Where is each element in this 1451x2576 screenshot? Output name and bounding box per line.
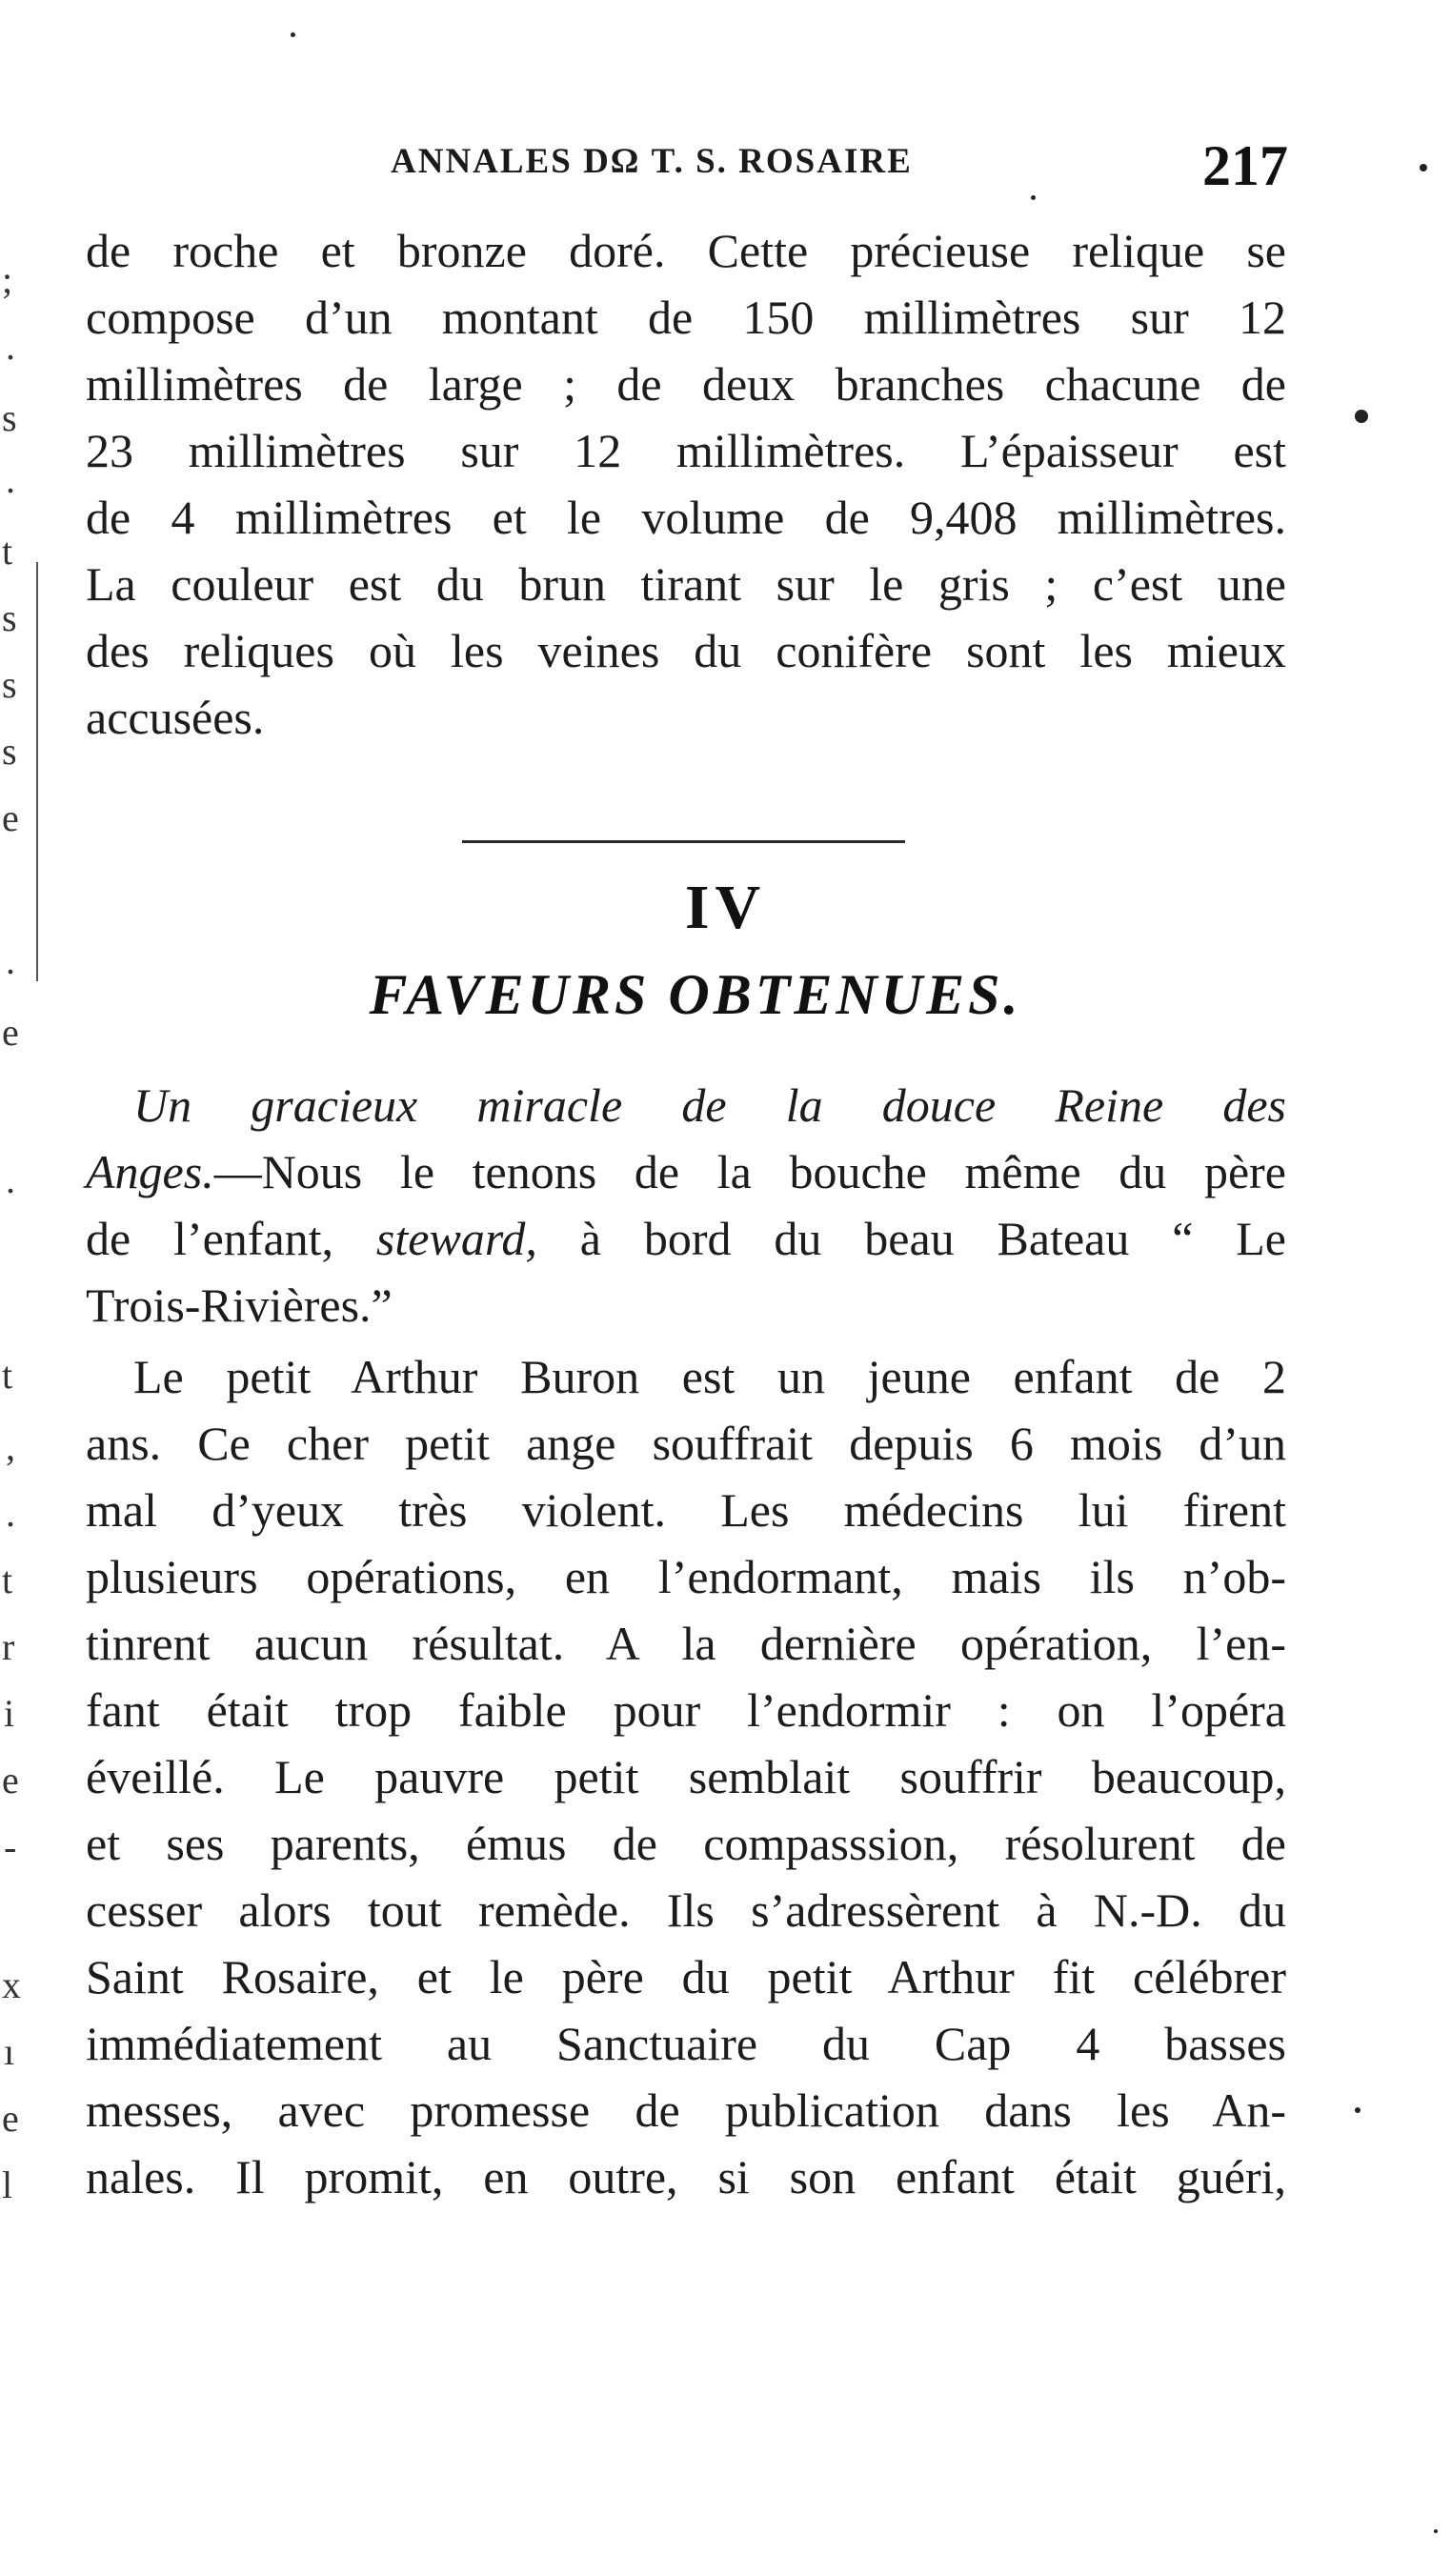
text-line: de 4 millimètres et le volume de 9,408 millimètres. [86, 491, 1286, 544]
text-line: nales. Il promit, en outre, si son enfant était guéri, [86, 2150, 1286, 2204]
text-line [86, 1205, 1286, 1272]
ink-speck [1355, 2107, 1360, 2113]
text-line: Trois-Rivières.” [86, 1278, 393, 1332]
text-line: La couleur est du brun tirant sur le gris ; c’est une [86, 557, 1286, 611]
margin-mark: x [2, 1963, 21, 2006]
text-span: de l’enfant, [86, 1212, 334, 1265]
page-number: 217 [1202, 134, 1288, 197]
text-line: mal d’yeux très violent. Les médecins lui firent [86, 1483, 1286, 1537]
text-line: messes, avec promesse de publication dans les An- [86, 2083, 1286, 2137]
margin-mark: s [2, 730, 17, 773]
paragraph-arthur-buron [86, 1343, 1286, 2210]
text-line: fant était trop faible pour l’endormir : on l’opéra [86, 1683, 1286, 1737]
italic-lead: Anges. [86, 1145, 214, 1198]
text-line: plusieurs opérations, en l’endormant, mais ils n’ob- [86, 1550, 1286, 1603]
margin-mark: t [2, 1559, 13, 1601]
margin-mark: . [6, 1492, 15, 1535]
text-line: millimètres de large ; de deux branches chacune de [86, 357, 1286, 411]
margin-mark: e [2, 1759, 19, 1801]
ink-speck [291, 32, 295, 37]
text-span: —Nous le tenons de la bouche même du père [213, 1145, 1286, 1198]
margin-mark: e [2, 2097, 19, 2140]
margin-mark: s [2, 596, 17, 639]
italic-word: steward, [375, 1212, 537, 1265]
paragraph-relic-description [86, 217, 1286, 751]
margin-rule [36, 562, 38, 981]
margin-mark: e [2, 1011, 19, 1054]
margin-mark: . [6, 325, 15, 368]
section-title: FAVEURS OBTENUES. [369, 963, 1022, 1026]
text-line: 23 millimètres sur 12 millimètres. L’épaisseur est [86, 424, 1286, 477]
text-line: de roche et bronze doré. Cette précieuse relique se [86, 224, 1286, 277]
text-line: éveillé. Le pauvre petit semblait souffrir beaucoup, [86, 1750, 1286, 1803]
ink-speck [1434, 2529, 1438, 2533]
text-line: Saint Rosaire, et le père du petit Arthur fit célébrer [86, 1950, 1286, 2003]
text-line: cesser alors tout remède. Ils s’adressèrent à N.-D. du [86, 1883, 1286, 1937]
text-line: ans. Ce cher petit ange souffrait depuis 6 mois d’un [86, 1417, 1286, 1470]
margin-mark: , [6, 1425, 15, 1468]
text-span: à bord du beau Bateau “ Le [579, 1212, 1286, 1265]
margin-mark: . [6, 939, 15, 982]
text-line [86, 1138, 1286, 1205]
text-line: immédiatement au Sanctuaire du Cap 4 basses [86, 2017, 1286, 2070]
text-line: accusées. [86, 691, 265, 744]
ink-speck [1355, 410, 1368, 423]
left-margin-bleed [0, 0, 57, 2576]
text-line: des reliques où les veines du conifère sont les mieux [86, 624, 1286, 677]
margin-mark: t [2, 1354, 13, 1397]
text-line [86, 1072, 1286, 1138]
margin-mark: ; [2, 258, 13, 301]
text-line: tinrent aucun résultat. A la dernière opération, l’en- [86, 1617, 1286, 1670]
italic-lead: Un gracieux miracle de la douce Reine des [133, 1078, 1286, 1132]
text-line: Le petit Arthur Buron est un jeune enfant de 2 [133, 1350, 1286, 1403]
margin-mark: ı [4, 2030, 15, 2073]
text-line: et ses parents, émus de compasssion, résolurent de [86, 1817, 1286, 1870]
margin-mark: - [4, 1825, 17, 1868]
ink-speck [1420, 164, 1427, 171]
margin-mark: t [2, 530, 13, 573]
margin-mark: e [2, 796, 19, 839]
margin-mark: s [2, 396, 17, 439]
margin-mark: l [2, 2163, 13, 2206]
section-divider [462, 840, 905, 843]
margin-mark: . [6, 458, 15, 501]
section-number: IV [684, 873, 767, 942]
margin-mark: r [2, 1625, 15, 1668]
ink-speck [1031, 195, 1036, 200]
margin-mark: . [6, 1158, 15, 1201]
margin-mark: i [4, 1692, 15, 1735]
running-header: ANNALES DΩ T. S. ROSAIRE [391, 142, 913, 181]
text-line: compose d’un montant de 150 millimètres sur 12 [86, 291, 1286, 344]
margin-mark: s [2, 663, 17, 706]
paragraph-miracle-intro [86, 1072, 1286, 1338]
